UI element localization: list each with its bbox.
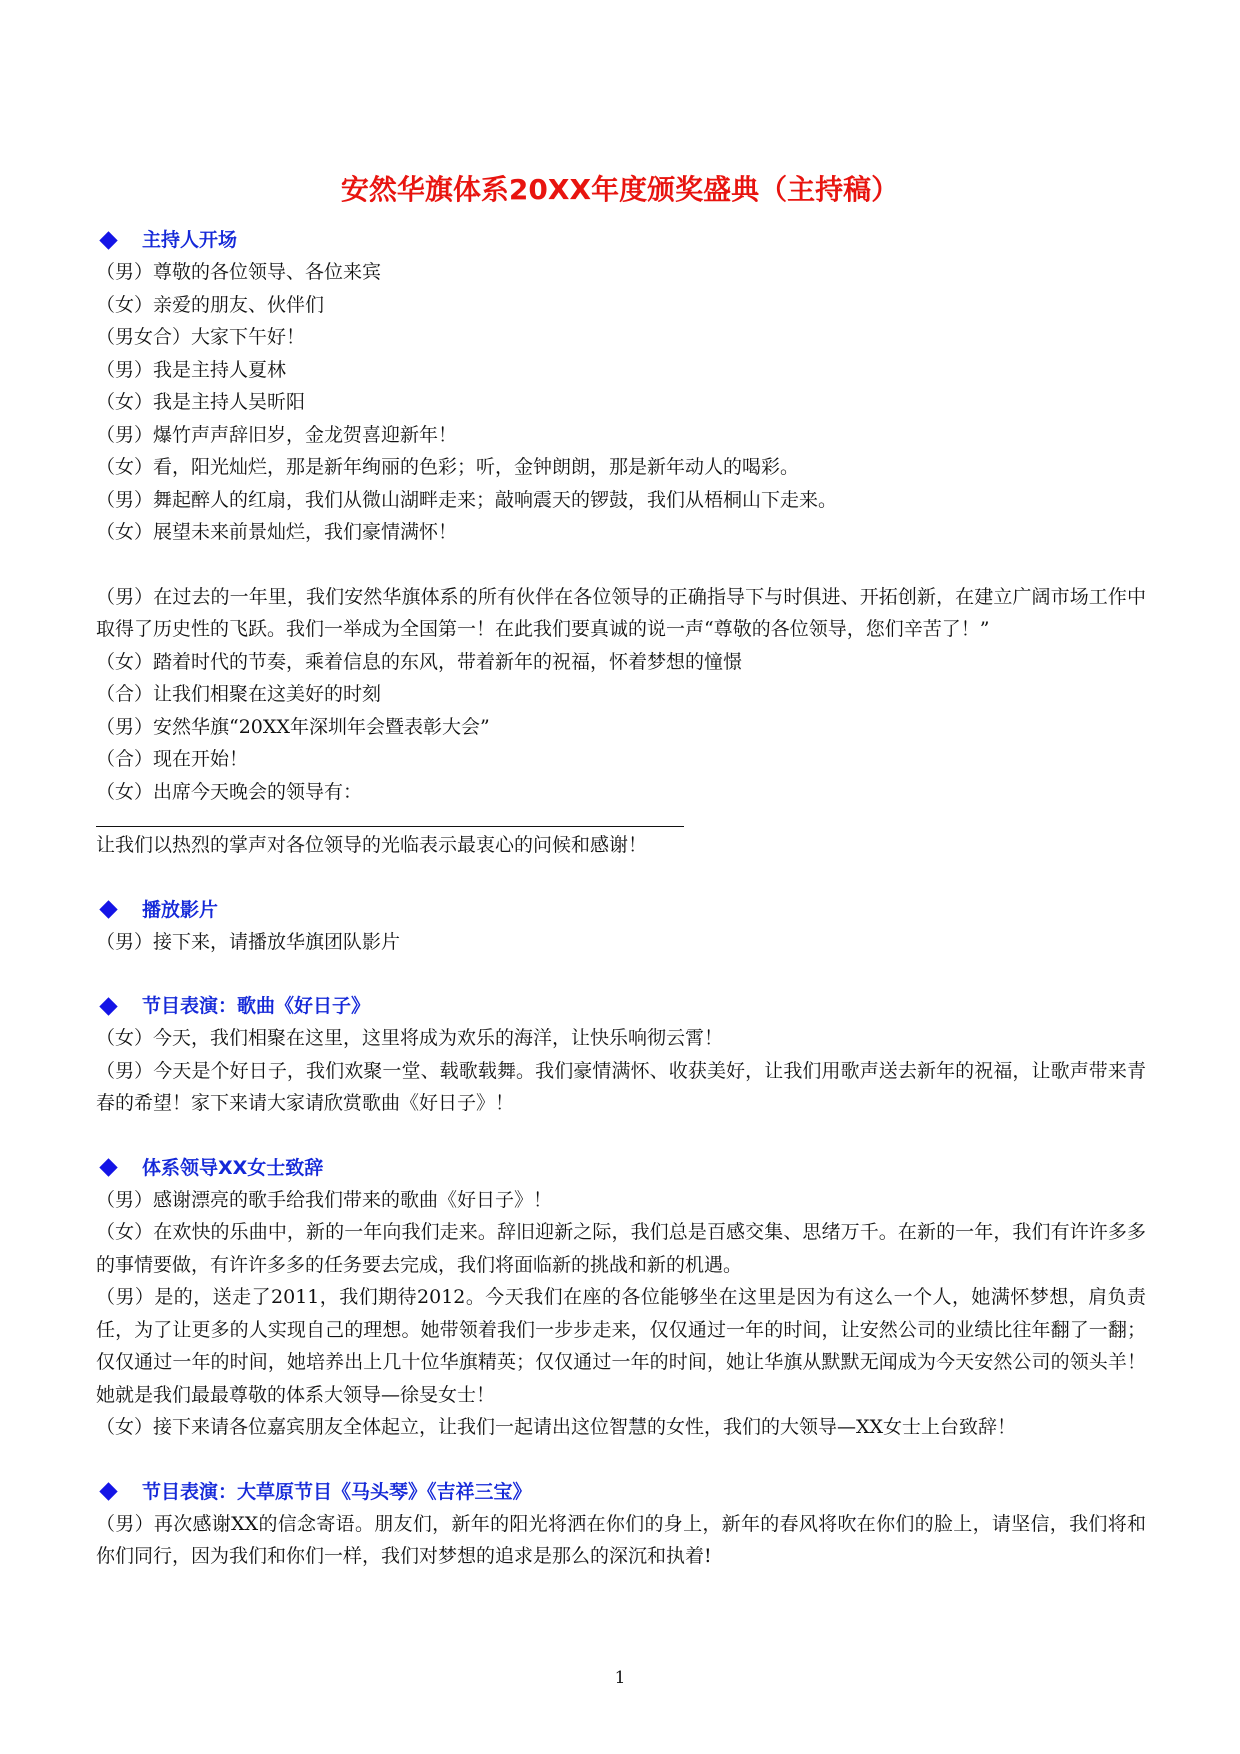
section-heading-song — [96, 990, 1146, 1022]
script-line: （合）现在开始！ — [96, 748, 249, 770]
section-heading-label: 播放影片 — [142, 898, 219, 921]
section-heading-label: 节目表演：大草原节目《马头琴》《吉祥三宝》 — [142, 1480, 532, 1503]
diamond-bullet-icon — [99, 231, 117, 249]
blank-line — [96, 1444, 1146, 1476]
section-heading-speech — [96, 1152, 1146, 1184]
section-heading-label: 节目表演：歌曲《好日子》 — [142, 995, 371, 1017]
section-heading-grassland — [96, 1476, 1146, 1508]
diamond-bullet-icon — [99, 1482, 117, 1500]
diamond-bullet-icon — [99, 1158, 117, 1176]
blank-line — [96, 1120, 1146, 1152]
document-title: 安然华旗体系20XX年度颁奖盛典（主持稿） — [340, 173, 900, 206]
blank-line — [96, 862, 1146, 894]
script-line: （男）接下来，请播放华旗团队影片 — [96, 930, 401, 953]
section-heading-label: 体系领导XX女士致辞 — [142, 1156, 324, 1179]
document-body — [96, 224, 1146, 1573]
script-line: （女）出席今天晚会的领导有： — [96, 780, 363, 803]
script-line: （女）踏着时代的节奏，乘着信息的东风，带着新年的祝福，怀着梦想的憧憬 — [96, 650, 743, 673]
fill-in-blank-line — [96, 808, 684, 827]
section-heading-film — [96, 894, 1146, 926]
blank-line — [96, 958, 1146, 990]
script-paragraph: （男）是的，送走了2011，我们期待2012。今天我们在座的各位能够坐在这里是因为有这么一个人，她满怀梦想，肩负责任，为了让更多的人实现自己的理想。她带领着我们一步步走来，仅仅通过一年的时间，让安然公司的业绩比往年翻了一翻；仅仅通过一年的时间，她培养出上几十位华旗精英；仅仅通过一年的时间，她让华旗从默默无闻成为今天安然公司的领头羊！她就是我们最最尊敬的体系大领导—徐旻女士！ — [96, 1286, 1146, 1406]
script-line: （女）我是主持人吴昕阳 — [96, 391, 306, 413]
script-paragraph: （女）在欢快的乐曲中，新的一年向我们走来。辞旧迎新之际，我们总是百感交集、思绪万千。在新的一年，我们有许许多多的事情要做，有许许多多的任务要去完成，我们将面临新的挑战和新的机遇。 — [96, 1221, 1146, 1276]
blank-line — [96, 549, 1146, 581]
page-number: 1 — [614, 1668, 626, 1688]
script-line: （男）尊敬的各位领导、各位来宾 — [96, 261, 382, 283]
section-heading-opening — [96, 224, 1146, 256]
script-line: （男）安然华旗“20XX年深圳年会暨表彰大会” — [96, 715, 490, 738]
script-line: （女）亲爱的朋友、伙伴们 — [96, 293, 325, 316]
script-line: （女）展望未来前景灿烂，我们豪情满怀！ — [96, 521, 458, 543]
script-line: （男）感谢漂亮的歌手给我们带来的歌曲《好日子》！ — [96, 1188, 553, 1211]
script-line: （合）让我们相聚在这美好的时刻 — [96, 683, 382, 705]
script-paragraph: （女）接下来请各位嘉宾朋友全体起立，让我们一起请出这位智慧的女性，我们的大领导—XX女士上台致辞！ — [96, 1416, 1017, 1438]
script-line: （男）我是主持人夏林 — [96, 358, 287, 381]
script-line: 让我们以热烈的掌声对各位领导的光临表示最衷心的问候和感谢！ — [96, 834, 648, 856]
section-heading-label: 主持人开场 — [142, 229, 238, 251]
diamond-bullet-icon — [99, 997, 117, 1015]
script-paragraph: （男）再次感谢XX的信念寄语。朋友们，新年的阳光将洒在你们的身上，新年的春风将吹在你们的脸上，请坚信，我们将和你们同行，因为我们和你们一样，我们对梦想的追求是那么的深沉和执着! — [96, 1512, 1146, 1567]
script-line: （女）看，阳光灿烂，那是新年绚丽的色彩；听，金钟朗朗，那是新年动人的喝彩。 — [96, 456, 800, 478]
script-line: （男）爆竹声声辞旧岁，金龙贺喜迎新年！ — [96, 423, 458, 446]
script-line: （男女合）大家下午好！ — [96, 326, 306, 348]
script-line: （女）今天，我们相聚在这里，这里将成为欢乐的海洋，让快乐响彻云霄！ — [96, 1027, 724, 1049]
diamond-bullet-icon — [99, 900, 117, 918]
script-line: （男）舞起醉人的红扇，我们从微山湖畔走来；敲响震天的锣鼓，我们从梧桐山下走来。 — [96, 488, 838, 511]
script-paragraph: （男）在过去的一年里，我们安然华旗体系的所有伙伴在各位领导的正确指导下与时俱进、开拓创新，在建立广阔市场工作中取得了历史性的飞跃。我们一举成为全国第一！在此我们要真诚的说一声“尊敬的各位领导，您们辛苦了！” — [96, 585, 1146, 640]
script-paragraph: （男）今天是个好日子，我们欢聚一堂、载歌载舞。我们豪情满怀、收获美好，让我们用歌声送去新年的祝福，让歌声带来青春的希望！家下来请大家请欣赏歌曲《好日子》！ — [96, 1059, 1146, 1114]
